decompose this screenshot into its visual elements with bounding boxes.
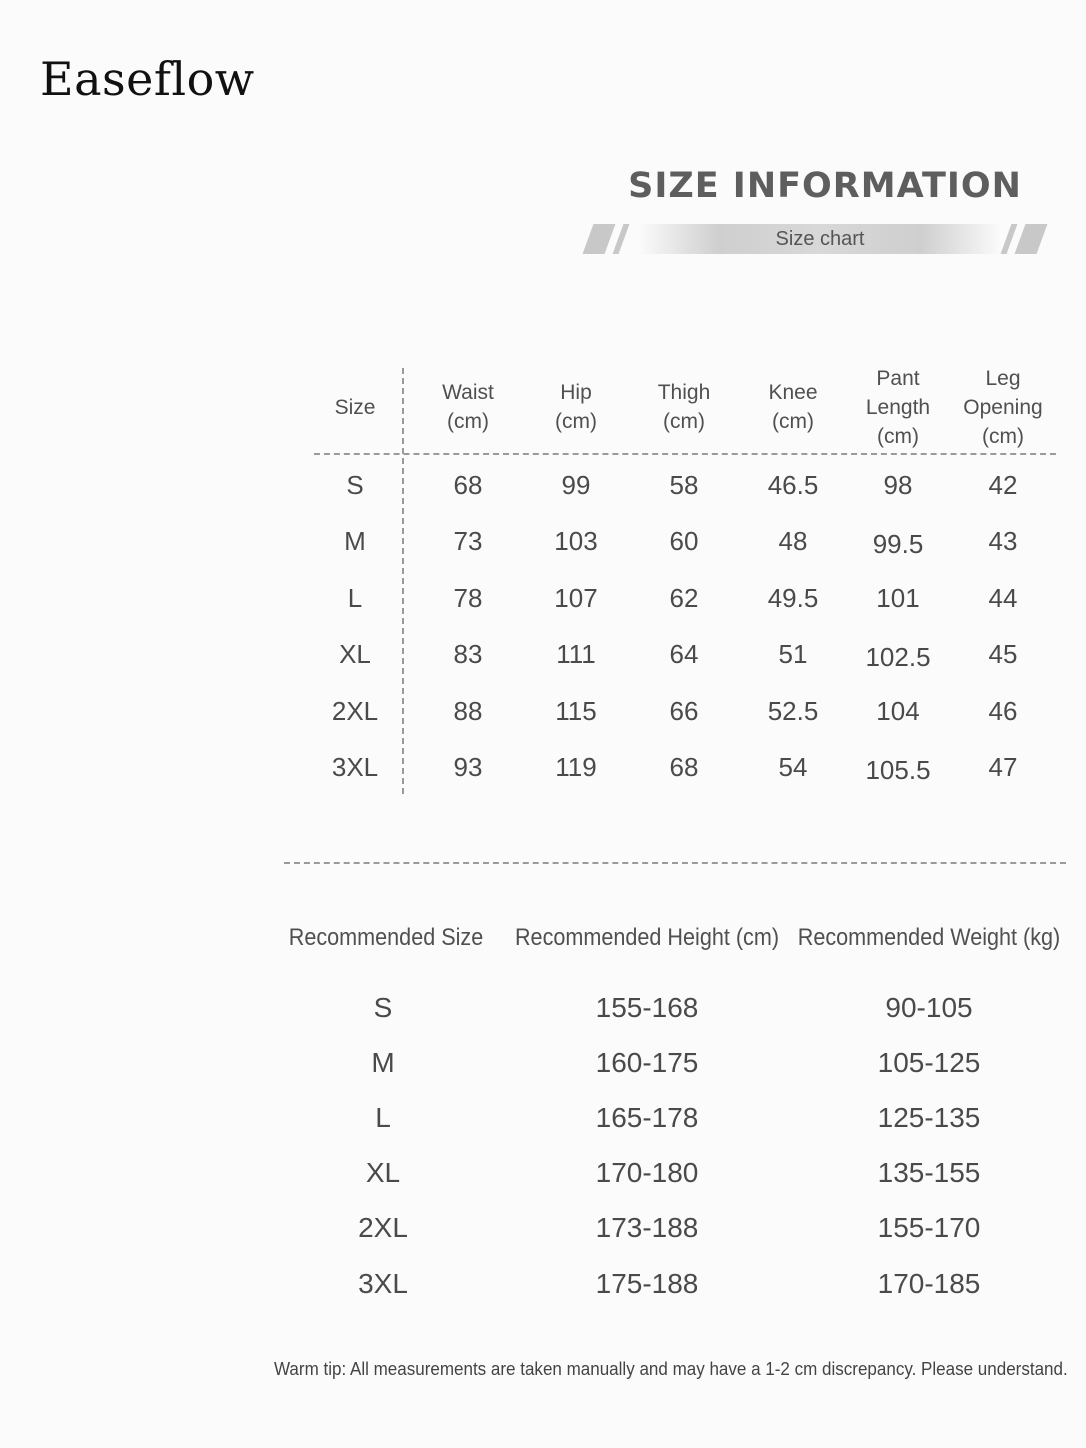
size-table-cell: 66 bbox=[669, 696, 699, 726]
size-table-cell: 107 bbox=[554, 583, 598, 613]
header-line: Pant bbox=[876, 366, 920, 390]
banner-stripe bbox=[1015, 224, 1048, 254]
recommended-table-header: Recommended Size bbox=[288, 924, 484, 951]
size-label: 2XL bbox=[331, 696, 379, 726]
recommended-table-cell: 135-155 bbox=[877, 1157, 981, 1188]
size-table-header bbox=[866, 364, 930, 451]
size-table-cell: 45 bbox=[988, 639, 1018, 669]
size-table-cell: 49.5 bbox=[767, 583, 819, 613]
table-divider-header bbox=[314, 453, 1056, 455]
recommended-size-label: 2XL bbox=[358, 1212, 408, 1243]
size-table-header bbox=[768, 378, 817, 436]
size-table-cell: 68 bbox=[453, 470, 483, 500]
size-table-cell: 46.5 bbox=[767, 470, 819, 500]
subtitle-banner bbox=[580, 222, 1052, 256]
size-table-cell: 58 bbox=[669, 470, 699, 500]
size-table-cell: 105.5 bbox=[865, 755, 931, 785]
size-table-cell: 98 bbox=[883, 470, 913, 500]
size-table-cell: 54 bbox=[778, 752, 808, 782]
header-line: Waist bbox=[442, 381, 494, 404]
size-table-cell: 93 bbox=[453, 752, 483, 782]
header-line: (cm) bbox=[877, 424, 919, 448]
size-table-cell: 52.5 bbox=[767, 696, 819, 726]
recommended-size-label: M bbox=[371, 1047, 395, 1078]
recommended-table-cell: 90-105 bbox=[885, 992, 973, 1023]
size-table-cell: 119 bbox=[555, 752, 597, 782]
recommended-size-label: L bbox=[375, 1102, 391, 1133]
size-label: S bbox=[346, 470, 364, 500]
size-table-cell: 48 bbox=[778, 526, 808, 556]
size-table-cell: 43 bbox=[988, 526, 1018, 556]
size-table-header bbox=[555, 378, 597, 436]
size-table-cell: 78 bbox=[453, 583, 483, 613]
header-line: (cm) bbox=[772, 410, 814, 433]
brand-logo: Easeflow bbox=[40, 52, 255, 106]
size-table-cell: 104 bbox=[876, 696, 920, 726]
warm-tip: Warm tip: All measurements are taken manually and may have a 1-2 cm discrepancy. Please understand. bbox=[274, 1358, 1068, 1379]
header-line: Knee bbox=[768, 381, 818, 404]
table-divider-vertical bbox=[402, 368, 404, 794]
recommended-size-label: S bbox=[373, 992, 393, 1023]
header-line: (cm) bbox=[555, 410, 597, 433]
size-label: 3XL bbox=[331, 752, 379, 782]
header-line: Thigh bbox=[657, 381, 711, 404]
recommended-table-cell: 155-168 bbox=[595, 992, 699, 1023]
recommended-table-header: Recommended Weight (kg) bbox=[797, 924, 1061, 951]
size-table-cell: 83 bbox=[453, 639, 483, 669]
banner-stripe bbox=[613, 224, 630, 254]
section-divider bbox=[284, 862, 1066, 864]
size-table-cell: 44 bbox=[988, 583, 1018, 613]
size-label: M bbox=[344, 526, 366, 556]
page-title: SIZE INFORMATION bbox=[628, 166, 1022, 206]
recommended-table-cell: 165-178 bbox=[595, 1102, 699, 1133]
size-table-cell: 42 bbox=[988, 470, 1018, 500]
size-table-cell: 68 bbox=[669, 752, 699, 782]
size-table-cell: 99.5 bbox=[872, 529, 924, 559]
size-label: XL bbox=[339, 639, 371, 669]
recommended-table-cell: 160-175 bbox=[595, 1047, 699, 1078]
recommended-table-cell: 125-135 bbox=[877, 1102, 981, 1133]
size-table-cell: 47 bbox=[988, 752, 1018, 782]
recommended-table-header: Recommended Height (cm) bbox=[514, 924, 780, 951]
size-table-cell: 64 bbox=[669, 639, 699, 669]
size-table-cell: 88 bbox=[453, 696, 483, 726]
recommended-table-cell: 170-180 bbox=[595, 1157, 699, 1188]
recommended-size-label: XL bbox=[365, 1157, 401, 1188]
header-line: (cm) bbox=[447, 410, 489, 433]
size-table-header bbox=[335, 393, 376, 422]
size-table-header bbox=[658, 378, 711, 436]
recommended-table-cell: 155-170 bbox=[877, 1212, 981, 1243]
subtitle: Size chart bbox=[775, 228, 865, 250]
size-table-cell: 62 bbox=[669, 583, 699, 613]
header-line: (cm) bbox=[663, 410, 705, 433]
size-table-cell: 51 bbox=[778, 639, 808, 669]
size-label: L bbox=[347, 583, 363, 613]
size-table-header bbox=[442, 378, 494, 436]
recommended-table-cell: 105-125 bbox=[877, 1047, 981, 1078]
recommended-table-cell: 173-188 bbox=[595, 1212, 699, 1243]
size-table-cell: 60 bbox=[669, 526, 699, 556]
size-table-header bbox=[963, 364, 1042, 451]
size-table-cell: 99 bbox=[561, 470, 591, 500]
size-table-cell: 103 bbox=[554, 526, 598, 556]
header-line: Length bbox=[865, 395, 931, 419]
size-table-cell: 73 bbox=[453, 526, 483, 556]
header-line: Size bbox=[334, 395, 376, 419]
size-table-cell: 46 bbox=[988, 696, 1018, 726]
banner-stripe bbox=[583, 224, 616, 254]
header-line: Leg bbox=[985, 366, 1021, 390]
size-table-cell: 115 bbox=[555, 696, 597, 726]
size-table-cell: 101 bbox=[876, 583, 920, 613]
header-line: (cm) bbox=[982, 424, 1024, 448]
size-table-cell: 102.5 bbox=[865, 642, 931, 672]
recommended-size-label: 3XL bbox=[358, 1268, 408, 1299]
header-line: Hip bbox=[560, 381, 592, 404]
header-line: Opening bbox=[963, 395, 1043, 419]
size-table-cell: 111 bbox=[556, 639, 596, 669]
recommended-table-cell: 170-185 bbox=[877, 1268, 981, 1299]
recommended-table-cell: 175-188 bbox=[595, 1268, 699, 1299]
